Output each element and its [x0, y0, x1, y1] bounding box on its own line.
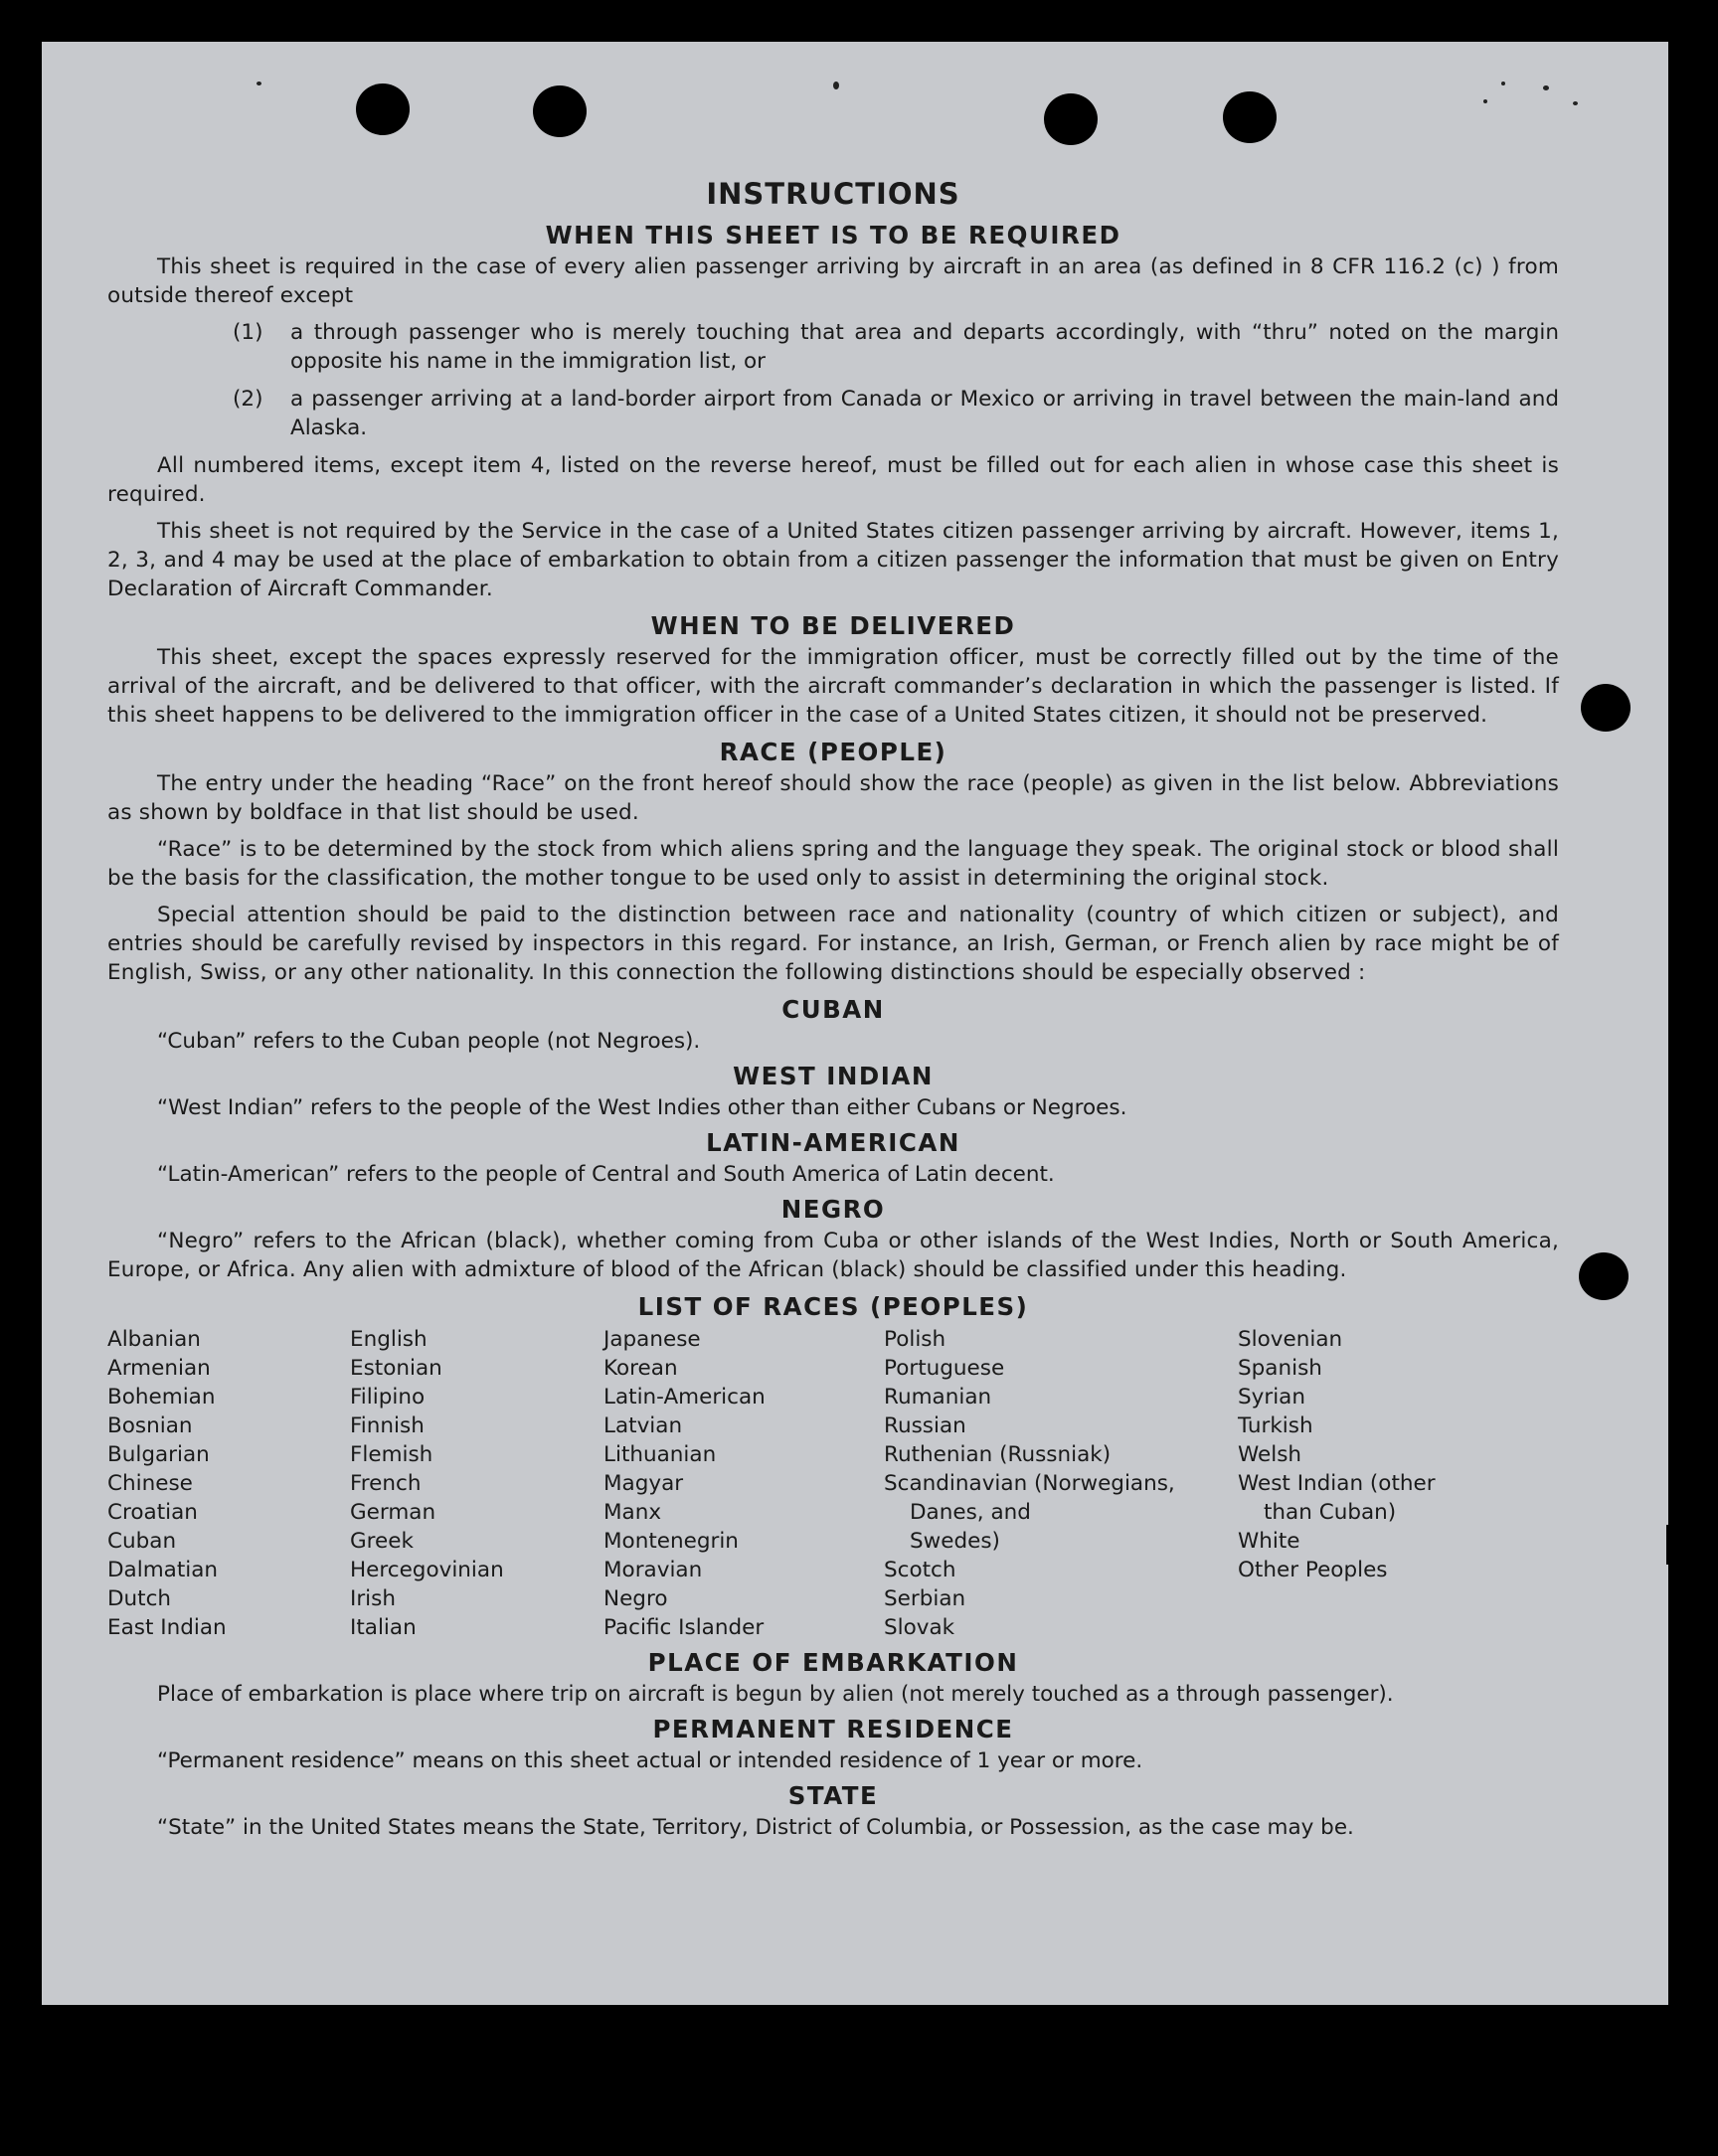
paragraph: Special attention should be paid to the distinction between race and nationality (country of which citizen or subject), and entries should be carefully revised by inspectors in this regard. For instance, an Irish, German, or French alien by race might be of English, Swiss, or any other nationality. In this connection the following distinctions should be especially observed :: [107, 903, 1559, 985]
races-column: [107, 1325, 350, 1642]
race-item: Korean: [603, 1356, 678, 1381]
list-item-text: a through passenger who is merely touching that area and departs accordingly, with “thru” noted on the margin opposite his name in the immigration list, or: [290, 320, 1559, 374]
race-item: Manx: [603, 1500, 662, 1525]
race-item: Ruthenian (Russniak): [884, 1442, 1112, 1467]
race-item: Greek: [350, 1529, 414, 1554]
race-item: Slovenian: [1238, 1327, 1343, 1352]
race-item: East Indian: [107, 1615, 227, 1640]
heading-race: RACE (PEOPLE): [719, 738, 947, 766]
definition-text: “West Indian” refers to the people of the West Indies other than either Cubans or Negroes.: [157, 1095, 1127, 1120]
race-item: Syrian: [1238, 1385, 1305, 1410]
race-item: Slovak: [884, 1615, 955, 1640]
list-item-number: (2): [233, 387, 263, 412]
race-item: Armenian: [107, 1356, 211, 1381]
race-item: English: [350, 1327, 428, 1352]
speck: [1543, 85, 1549, 90]
edge-notch: [1666, 1525, 1680, 1565]
paragraph: The entry under the heading “Race” on the front hereof should show the race (people) as given in the list below. Abbreviations as shown by boldface in that list should be used.: [107, 771, 1559, 825]
race-item: Cuban: [107, 1529, 177, 1554]
races-column: [350, 1325, 603, 1642]
list-item: [233, 318, 1559, 376]
paragraph: This sheet is not required by the Service in the case of a United States citizen passenger arriving by aircraft. However, items 1, 2, 3, and 4 may be used at the place of embarkation to obtain from a citizen passenger the information that must be given on Entry Declaration of Aircraft Commander.: [107, 519, 1559, 601]
races-table: [107, 1325, 1559, 1642]
list-item: [233, 385, 1559, 442]
race-item: Polish: [884, 1327, 946, 1352]
list-item-number: (1): [233, 320, 263, 345]
paragraph: All numbered items, except item 4, listed on the reverse hereof, must be filled out for each alien in whose case this sheet is required.: [107, 453, 1559, 507]
race-item: Russian: [884, 1413, 966, 1438]
race-item: Chinese: [107, 1471, 193, 1496]
races-column: [884, 1325, 1238, 1642]
race-item: Latvian: [603, 1413, 683, 1438]
punch-hole: [1579, 1252, 1629, 1300]
race-item: French: [350, 1471, 422, 1496]
paragraph: This sheet is required in the case of every alien passenger arriving by aircraft in an area (as defined in 8 CFR 116.2 (c) ) from outside thereof except: [107, 254, 1559, 308]
race-item: West Indian (other: [1238, 1471, 1436, 1496]
instructions-content: [107, 169, 1559, 1846]
paragraph: This sheet, except the spaces expressly reserved for the immigration officer, must be correctly filled out by the time of the arrival of the aircraft, and be delivered to that officer, with the aircraft commander’s declaration in which the passenger is listed. If this sheet happens to be delivered to the immigration officer in the case of a United States citizen, it should not be preserved.: [107, 645, 1559, 728]
race-item: Italian: [350, 1615, 417, 1640]
race-item: Other Peoples: [1238, 1558, 1388, 1582]
race-item: Negro: [603, 1586, 668, 1611]
speck: [257, 82, 261, 85]
race-item: Portuguese: [884, 1356, 1005, 1381]
race-item: Dutch: [107, 1586, 172, 1611]
heading-when-delivered: WHEN TO BE DELIVERED: [650, 611, 1016, 640]
punch-hole: [1044, 93, 1098, 145]
page-title: INSTRUCTIONS: [706, 177, 960, 211]
speck: [833, 82, 839, 89]
list-item-text: a passenger arriving at a land-border airport from Canada or Mexico or arriving in travel between the main-land and Alaska.: [290, 387, 1559, 440]
heading-when-required: WHEN THIS SHEET IS TO BE REQUIRED: [545, 221, 1121, 249]
race-item: Lithuanian: [603, 1442, 717, 1467]
race-item: than Cuban): [1264, 1500, 1397, 1525]
race-item: Finnish: [350, 1413, 425, 1438]
heading-place-of-embarkation: PLACE OF EMBARKATION: [647, 1648, 1019, 1677]
race-item: Croatian: [107, 1500, 198, 1525]
heading-latin-american: LATIN-AMERICAN: [706, 1128, 960, 1157]
definition-text: Place of embarkation is place where trip on aircraft is begun by alien (not merely touched as a through passenger).: [157, 1682, 1394, 1707]
races-column: [603, 1325, 884, 1642]
race-item: Hercegovinian: [350, 1558, 504, 1582]
definition-text: “Permanent residence” means on this sheet actual or intended residence of 1 year or more.: [157, 1748, 1143, 1773]
race-item: Japanese: [603, 1327, 701, 1352]
race-item: Latin-American: [603, 1385, 766, 1410]
heading-state: STATE: [787, 1781, 879, 1810]
race-item: Welsh: [1238, 1442, 1302, 1467]
definition-text: “Latin-American” refers to the people of Central and South America of Latin decent.: [157, 1162, 1055, 1187]
heading-west-indian: WEST INDIAN: [733, 1062, 934, 1090]
race-item: Flemish: [350, 1442, 433, 1467]
race-item: Scandinavian (Norwegians,: [884, 1471, 1175, 1496]
race-item: Irish: [350, 1586, 396, 1611]
race-item: Filipino: [350, 1385, 426, 1410]
race-item: Bosnian: [107, 1413, 193, 1438]
heading-negro: NEGRO: [780, 1195, 886, 1224]
race-item: Swedes): [910, 1529, 1000, 1554]
race-item: Albanian: [107, 1327, 201, 1352]
race-item: Rumanian: [884, 1385, 992, 1410]
heading-permanent-residence: PERMANENT RESIDENCE: [652, 1715, 1014, 1743]
race-item: Pacific Islander: [603, 1615, 765, 1640]
race-item: Danes, and: [910, 1500, 1031, 1525]
definition-text: “Cuban” refers to the Cuban people (not Negroes).: [157, 1029, 701, 1054]
speck: [1573, 101, 1578, 105]
punch-hole: [1223, 91, 1277, 143]
punch-hole: [533, 85, 587, 137]
heading-cuban: CUBAN: [781, 995, 885, 1024]
race-item: Magyar: [603, 1471, 684, 1496]
race-item: Dalmatian: [107, 1558, 219, 1582]
paragraph: “Negro” refers to the African (black), whether coming from Cuba or other islands of the West Indies, North or South America, Europe, or Africa. Any alien with admixture of blood of the African (black) should be classified under this heading.: [107, 1229, 1559, 1282]
speck: [1483, 99, 1487, 103]
race-item: Spanish: [1238, 1356, 1322, 1381]
race-item: Bohemian: [107, 1385, 216, 1410]
race-item: Bulgarian: [107, 1442, 210, 1467]
race-item: Turkish: [1238, 1413, 1313, 1438]
race-item: White: [1238, 1529, 1300, 1554]
race-item: Estonian: [350, 1356, 442, 1381]
race-item: Scotch: [884, 1558, 956, 1582]
paragraph: “Race” is to be determined by the stock from which aliens spring and the language they speak. The original stock or blood shall be the basis for the classification, the mother tongue to be used only to assist in determining the original stock.: [107, 837, 1559, 891]
speck: [1501, 82, 1505, 85]
race-item: Montenegrin: [603, 1529, 739, 1554]
races-column: [1238, 1325, 1506, 1642]
heading-list-of-races: LIST OF RACES (PEOPLES): [637, 1292, 1029, 1321]
race-item: Moravian: [603, 1558, 703, 1582]
race-item: German: [350, 1500, 436, 1525]
definition-text: “State” in the United States means the State, Territory, District of Columbia, or Possession, as the case may be.: [157, 1815, 1354, 1840]
punch-hole: [1581, 684, 1631, 732]
punch-hole: [356, 83, 410, 135]
race-item: Serbian: [884, 1586, 966, 1611]
